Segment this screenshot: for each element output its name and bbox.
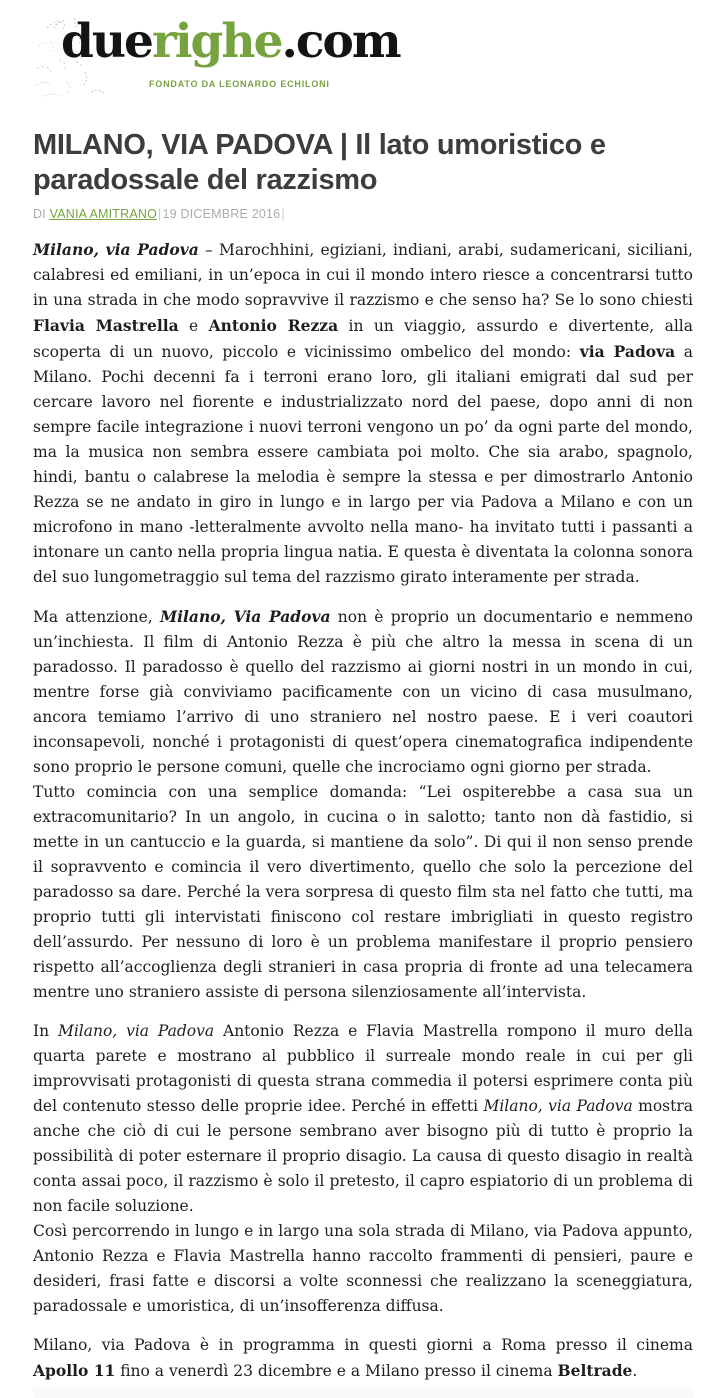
author-link[interactable]: VANIA AMITRANO (49, 206, 158, 221)
byline-date: 19 DICEMBRE 2016 (162, 206, 281, 221)
text-run: Milano, via Padova (483, 1096, 633, 1115)
site-logo[interactable] (61, 14, 400, 69)
text-run: Antonio Rezza (208, 315, 339, 335)
text-run: In (33, 1021, 58, 1040)
text-run: Antonio Rezza e Flavia Mastrella rompono il muro della quarta parete e mostrano al pubblico il surreale mondo reale in cui per gli improvvisati protagonisti di questa strana commedia il potersi esprimere conta più del contenuto stesso delle proprie idee. Perché in effetti (33, 1021, 693, 1115)
paragraph (33, 1333, 693, 1384)
byline-separator: | (158, 206, 162, 221)
text-run: Apollo 11 (33, 1360, 116, 1380)
page-title: MILANO, VIA PADOVA | Il lato umoristico e paradossale del razzismo (33, 129, 606, 197)
text-run: Milano, Via Padova (159, 606, 331, 626)
text-run: Ma attenzione, (33, 607, 160, 626)
text-run: Flavia Mastrella (33, 315, 179, 335)
text-run: Milano, via Padova è in programma in questi giorni a Roma presso il cinema (33, 1335, 693, 1354)
text-run: Beltrade (557, 1360, 633, 1380)
logo-part-due: due (61, 14, 152, 69)
text-run: a Milano. Pochi decenni fa i terroni erano loro, gli italiani emigrati dal sud per cercare lavoro nel fiorente e industrializzato nord del paese, dopo anni di non sempre facile integrazione i nuovi terroni vengono un po’ da ogni parte del mondo, ma la musica non sembra essere cambiata poi molto. Che sia arabo, spagnolo, hindi, bantu o calabrese la melodia è sempre la stessa e per dimostrarlo Antonio Rezza se ne andato in giro in lungo e in largo per via Padova a Milano e con un microfono in mano -letteralmente avvolto nella mano- ha invitato tutti i passanti a intonare un canto nella propria lingua natia. E questa è diventata la colonna sonora del suo lungometraggio sul tema del razzismo girato interamente per strada. (33, 342, 694, 586)
bottom-highlight-strip (33, 1387, 693, 1398)
text-run: . (632, 1361, 638, 1380)
byline (33, 207, 693, 221)
paragraph (33, 604, 693, 780)
paragraph (33, 237, 693, 590)
text-run: in un viaggio, assurdo e divertente, alla scoperta di un nuovo, piccolo e vicinissimo ombelico del mondo: (33, 316, 693, 361)
article-body (33, 237, 693, 1384)
logo-part-righe: righe (151, 14, 282, 69)
paragraph (33, 780, 693, 1005)
paragraph (33, 1019, 693, 1219)
paragraph (33, 1219, 693, 1319)
text-run: e (178, 316, 209, 335)
byline-prefix: DI (33, 206, 50, 221)
text-run: non è proprio un documentario e nemmeno un’inchiesta. Il film di Antonio Rezza è più che altro la messa in scena di un paradosso. Il paradosso è quello del razzismo ai giorni nostri in un mondo in cui, mentre forse già conviviamo pacificamente con un vicino di casa musulmano, ancora temiamo l’arrivo di uno straniero nel nostro paese. E i veri coautori inconsapevoli, nonché i protagonisti di quest’opera cinematografica indipendente sono proprio le persone comuni, quelle che incrociamo ogni giorno per strada. (33, 607, 694, 776)
site-tagline: FONDATO DA LEONARDO ECHILONI (149, 79, 330, 89)
text-run: Milano, via Padova (57, 1021, 215, 1040)
text-run: Milano, via Padova (33, 239, 199, 259)
text-run: – Marochhini, egiziani, indiani, arabi, sudamericani, siciliani, calabresi ed emiliani, in un’epoca in cui il mondo intero riesce a concentrarsi tutto in una strada in che modo sopravvive il razzismo e che senso ha? Se lo sono chiesti (33, 240, 693, 309)
text-run: Così percorrendo in lungo e in largo una sola strada di Milano, via Padova appunto, Antonio Rezza e Flavia Mastrella hanno raccolto frammenti di pensieri, paure e desideri, frasi fatte e discorsi a volte sconnessi che realizzano la sceneggiatura, paradossale e umoristica, di un’insofferenza diffusa. (33, 1221, 693, 1315)
text-run: fino a venerdì 23 dicembre e a Milano presso il cinema (115, 1361, 558, 1380)
logo-part-com: .com (281, 14, 400, 69)
text-run: via Padova (579, 341, 676, 361)
text-run: Tutto comincia con una semplice domanda: “Lei ospiterebbe a casa sua un extracomunitario? In un angolo, in cucina o in salotto; tanto non dà fastidio, si mette in un cantuccio e la guarda, si mantiene da solo”. Di qui il non senso prende il sopravvento e comincia il vero divertimento, quello che solo la percezione del paradosso sa dare. Perché la vera sorpresa di questo film sta nel fatto che tutti, ma proprio tutti gli intervistati finiscono col restare imbrigliati in questo registro dell’assurdo. Per nessuno di loro è un problema manifestare il proprio pensiero rispetto all’accoglienza degli stranieri in casa propria di fronte ad una telecamera mentre uno straniero assiste di persona silenziosamente all’intervista. (33, 782, 693, 1001)
site-masthead (33, 10, 693, 106)
byline-separator: | (281, 206, 285, 221)
text-run: mostra anche che ciò di cui le persone sembrano aver bisogno più di tutto è proprio la possibilità di poter esternare il proprio disagio. La causa di questo disagio in realtà conta assai poco, il razzismo è solo il pretesto, il capro espiatorio di un problema di non facile soluzione. (33, 1096, 693, 1215)
